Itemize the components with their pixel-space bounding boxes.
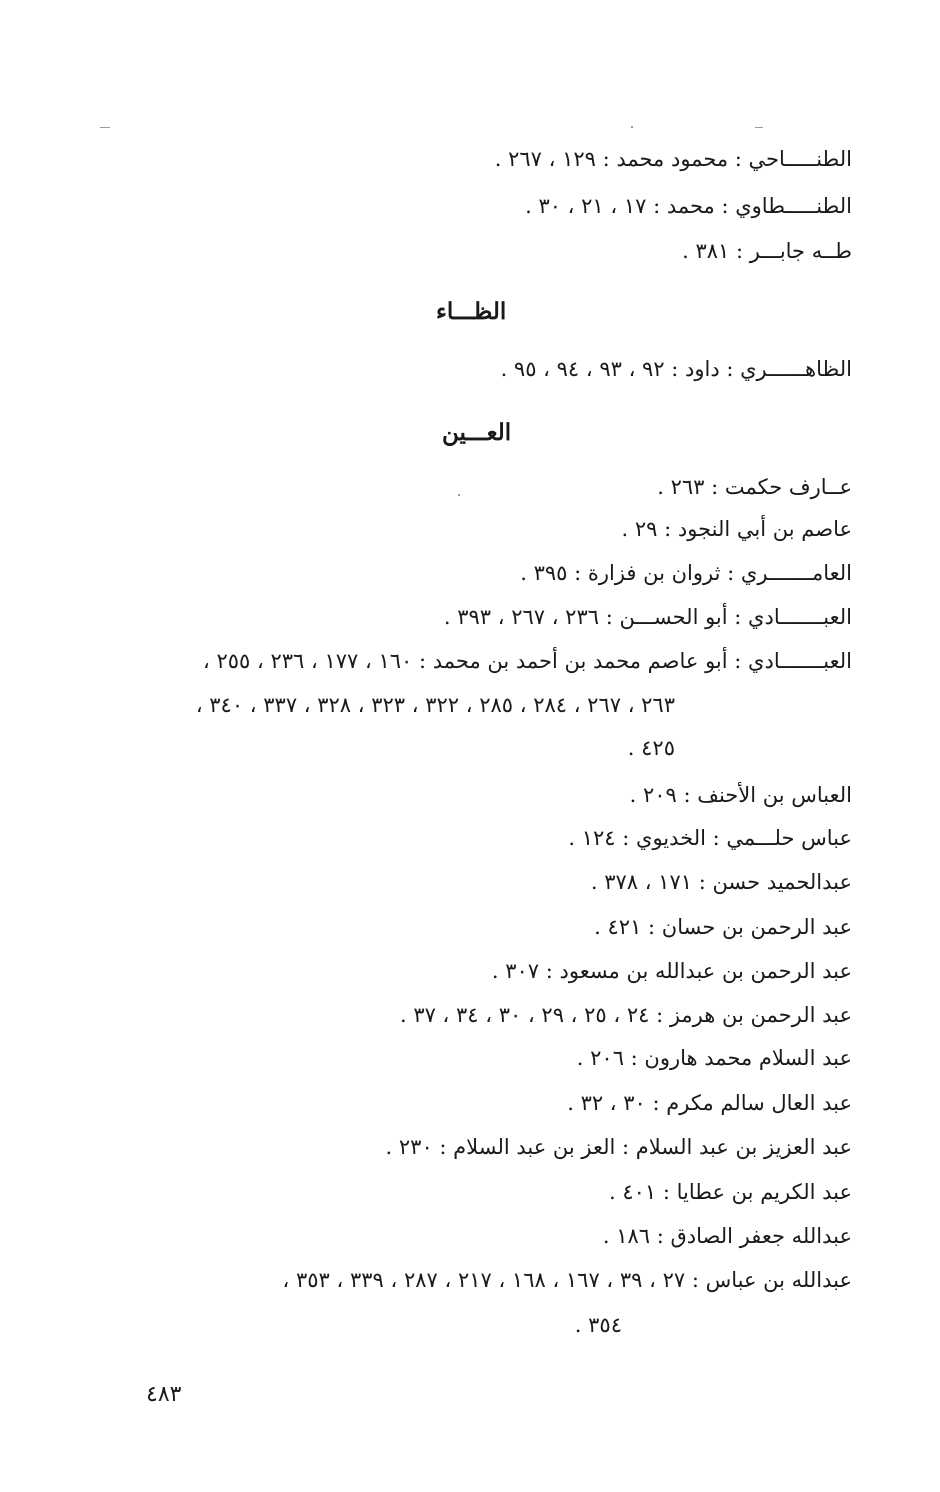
- scan-mark: [100, 127, 110, 128]
- index-entry: العباس بن الأحنف : ٢٠٩ .: [629, 783, 852, 807]
- index-entry: عــارف حكمت : ٢٦٣ .: [657, 475, 852, 499]
- index-entry: عاصم بن أبي النجود : ٢٩ .: [621, 517, 852, 541]
- index-entry: الطنـــــطاوي : محمد : ١٧ ، ٢١ ، ٣٠ .: [525, 194, 852, 218]
- scan-dot: [631, 126, 633, 128]
- index-entry: عبدالحميد حسن : ١٧١ ، ٣٧٨ .: [590, 870, 852, 894]
- index-entry: عبد الكريم بن عطايا : ٤٠١ .: [608, 1180, 852, 1204]
- index-entry: عبد الرحمن بن عبدالله بن مسعود : ٣٠٧ .: [491, 959, 852, 983]
- index-entry-continuation: ٣٥٤ .: [574, 1313, 622, 1337]
- index-entry: عبد العال سالم مكرم : ٣٠ ، ٣٢ .: [567, 1091, 852, 1115]
- scan-mark: [755, 127, 763, 128]
- index-entry: الطنـــــاحي : محمود محمد : ١٢٩ ، ٢٦٧ .: [494, 147, 852, 171]
- index-entry: عباس حلـــمي : الخديوي : ١٢٤ .: [568, 826, 852, 850]
- index-entry-continuation: ٢٦٣ ، ٢٦٧ ، ٢٨٤ ، ٢٨٥ ، ٣٢٢ ، ٣٢٣ ، ٣٢٨ ، ٣٣٧ ، ٣٤٠ ،: [195, 693, 675, 717]
- index-entry: الظاهــــــري : داود : ٩٢ ، ٩٣ ، ٩٤ ، ٩٥ .: [500, 357, 852, 381]
- index-entry: العبـــــــادي : أبو عاصم محمد بن أحمد بن محمد : ١٦٠ ، ١٧٧ ، ٢٣٦ ، ٢٥٥ ،: [203, 649, 852, 673]
- index-entry: عبد السلام محمد هارون : ٢٠٦ .: [576, 1046, 852, 1070]
- index-entry: عبدالله بن عباس : ٢٧ ، ٣٩ ، ١٦٧ ، ١٦٨ ، ٢١٧ ، ٢٨٧ ، ٣٣٩ ، ٣٥٣ ،: [282, 1268, 852, 1292]
- section-heading: الظـــاء: [436, 298, 507, 325]
- index-entry: عبد العزيز بن عبد السلام : العز بن عبد السلام : ٢٣٠ .: [385, 1135, 852, 1159]
- index-entry: طــه جابـــر : ٣٨١ .: [682, 239, 852, 263]
- scan-dot: [458, 494, 460, 496]
- index-entry-continuation: ٤٢٥ .: [627, 736, 675, 760]
- section-heading: العـــين: [442, 419, 512, 446]
- index-entry: عبد الرحمن بن حسان : ٤٢١ .: [594, 915, 852, 939]
- page-number: ٤٨٣: [146, 1382, 182, 1407]
- index-entry: عبد الرحمن بن هرمز : ٢٤ ، ٢٥ ، ٢٩ ، ٣٠ ، ٣٤ ، ٣٧ .: [399, 1003, 852, 1027]
- index-entry: العبـــــــادي : أبو الحســـن : ٢٣٦ ، ٢٦٧ ، ٣٩٣ .: [443, 605, 852, 629]
- index-entry: العامـــــــري : ثروان بن فزارة : ٣٩٥ .: [520, 561, 852, 585]
- index-entry: عبدالله جعفر الصادق : ١٨٦ .: [602, 1224, 852, 1248]
